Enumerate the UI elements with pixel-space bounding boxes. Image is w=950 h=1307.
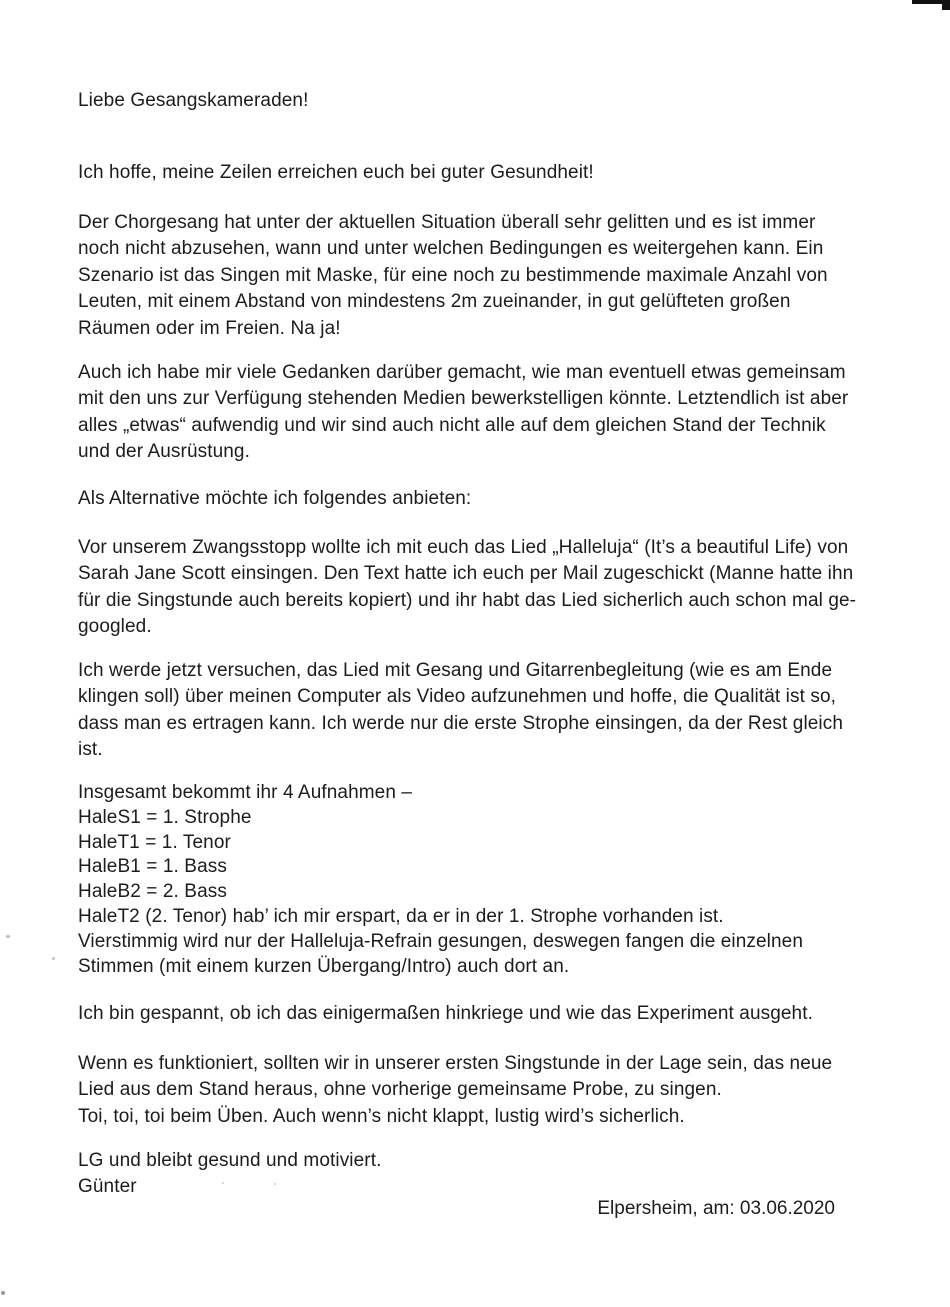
letter-line: HaleS1 = 1. Strophe xyxy=(78,806,252,828)
letter-line: Ich werde jetzt versuchen, das Lied mit Gesang und Gitarrenbegleitung (wie es am Ende xyxy=(78,660,833,681)
letter-line: Insgesamt bekommt ihr 4 Aufnahmen – xyxy=(78,782,413,803)
letter-body xyxy=(78,0,878,1307)
letter-line: und der Ausrüstung. xyxy=(78,441,250,463)
letter-line: Stimmen (mit einem kurzen Übergang/Intro) auch dort an. xyxy=(78,955,570,977)
letter-line: Der Chorgesang hat unter der aktuellen Situation überall sehr gelitten und es ist immer xyxy=(78,212,816,233)
paragraph-lied-halleluja xyxy=(78,535,878,641)
letter-line: Wenn es funktioniert, sollten wir in unserer ersten Singstunde in der Lage sein, das neue xyxy=(78,1053,833,1074)
paragraph-aufnahme-plan xyxy=(78,658,878,764)
letter-line: Liebe Gesangskameraden! xyxy=(78,90,309,111)
paragraph-situation-chorgesang xyxy=(78,210,878,342)
letter-line: mit den uns zur Verfügung stehenden Medien bewerkstelligen könnte. Letztendlich ist aber xyxy=(78,388,849,410)
letter-line: alles „etwas“ aufwendig und wir sind auch nicht alle auf dem gleichen Stand der Technik xyxy=(78,414,826,436)
letter-line: LG und bleibt gesund und motiviert. xyxy=(78,1150,382,1171)
letter-line: Lied aus dem Stand heraus, ohne vorherige gemeinsame Probe, zu singen. xyxy=(78,1079,722,1101)
paragraph-ausblick-singstunde xyxy=(78,1051,878,1130)
paragraph-salutation xyxy=(78,88,878,114)
place-date-line: Elpersheim, am: 03.06.2020 xyxy=(597,1198,835,1219)
letter-line: Leuten, mit einem Abstand von mindestens 2m zueinander, in gut gelüfteten großen xyxy=(78,291,791,313)
scan-speck xyxy=(6,935,10,938)
letter-line: Ich hoffe, meine Zeilen erreichen euch bei guter Gesundheit! xyxy=(78,162,594,183)
letter-line: Sarah Jane Scott einsingen. Den Text hatte ich euch per Mail zugeschickt (Manne hatte ihn xyxy=(78,563,854,585)
letter-line: HaleB1 = 1. Bass xyxy=(78,856,227,878)
paragraph-alternative-intro xyxy=(78,486,878,512)
letter-line: klingen soll) über meinen Computer als Video aufzunehmen und hoffe, die Qualität ist so, xyxy=(78,686,836,708)
letter-line: Auch ich habe mir viele Gedanken darüber gemacht, wie man eventuell etwas gemeinsam xyxy=(78,362,846,383)
letter-line: Als Alternative möchte ich folgendes anbieten: xyxy=(78,488,472,509)
scan-speck xyxy=(52,957,55,960)
letter-line: Vor unserem Zwangsstopp wollte ich mit euch das Lied „Halleluja“ (It’s a beautiful Life) von xyxy=(78,537,849,558)
paragraph-gedanken-medien xyxy=(78,360,878,466)
paragraph-aufnahmen-liste xyxy=(78,781,878,979)
letter-line: Räumen oder im Freien. Na ja! xyxy=(78,317,341,339)
letter-line: HaleT2 (2. Tenor) hab’ ich mir erspart, da er in der 1. Strophe vorhanden ist. xyxy=(78,905,724,927)
letter-line: Vierstimmig wird nur der Halleluja-Refrain gesungen, deswegen fangen die einzelnen xyxy=(78,930,803,952)
letter-line: HaleB2 = 2. Bass xyxy=(78,881,227,903)
letter-line: noch nicht abzusehen, wann und unter welchen Bedingungen es weitergehen kann. Ein xyxy=(78,238,824,260)
letter-line: Szenario ist das Singen mit Maske, für eine noch zu bestimmende maximale Anzahl von xyxy=(78,264,828,286)
letter-line: Toi, toi, toi beim Üben. Auch wenn’s nicht klappt, lustig wird’s sicherlich. xyxy=(78,1105,685,1127)
letter-line: Ich bin gespannt, ob ich das einigermaßen hinkriege und wie das Experiment ausgeht. xyxy=(78,1003,813,1024)
scan-artifact-corner-block xyxy=(942,0,950,10)
scan-speck xyxy=(1,1291,5,1295)
letter-line: dass man es ertragen kann. Ich werde nur die erste Strophe einsingen, da der Rest gleich xyxy=(78,712,844,734)
paragraph-greeting-health xyxy=(78,160,878,186)
paragraph-gruss-signatur xyxy=(78,1148,878,1201)
letter-line: ist. xyxy=(78,739,103,761)
letter-line: HaleT1 = 1. Tenor xyxy=(78,831,231,853)
letter-line: Günter xyxy=(78,1176,137,1198)
paragraph-gespannt xyxy=(78,1001,878,1027)
letter-line: googled. xyxy=(78,616,152,638)
letter-line: für die Singstunde auch bereits kopiert) und ihr habt das Lied sicherlich auch schon mal ge- xyxy=(78,589,857,611)
